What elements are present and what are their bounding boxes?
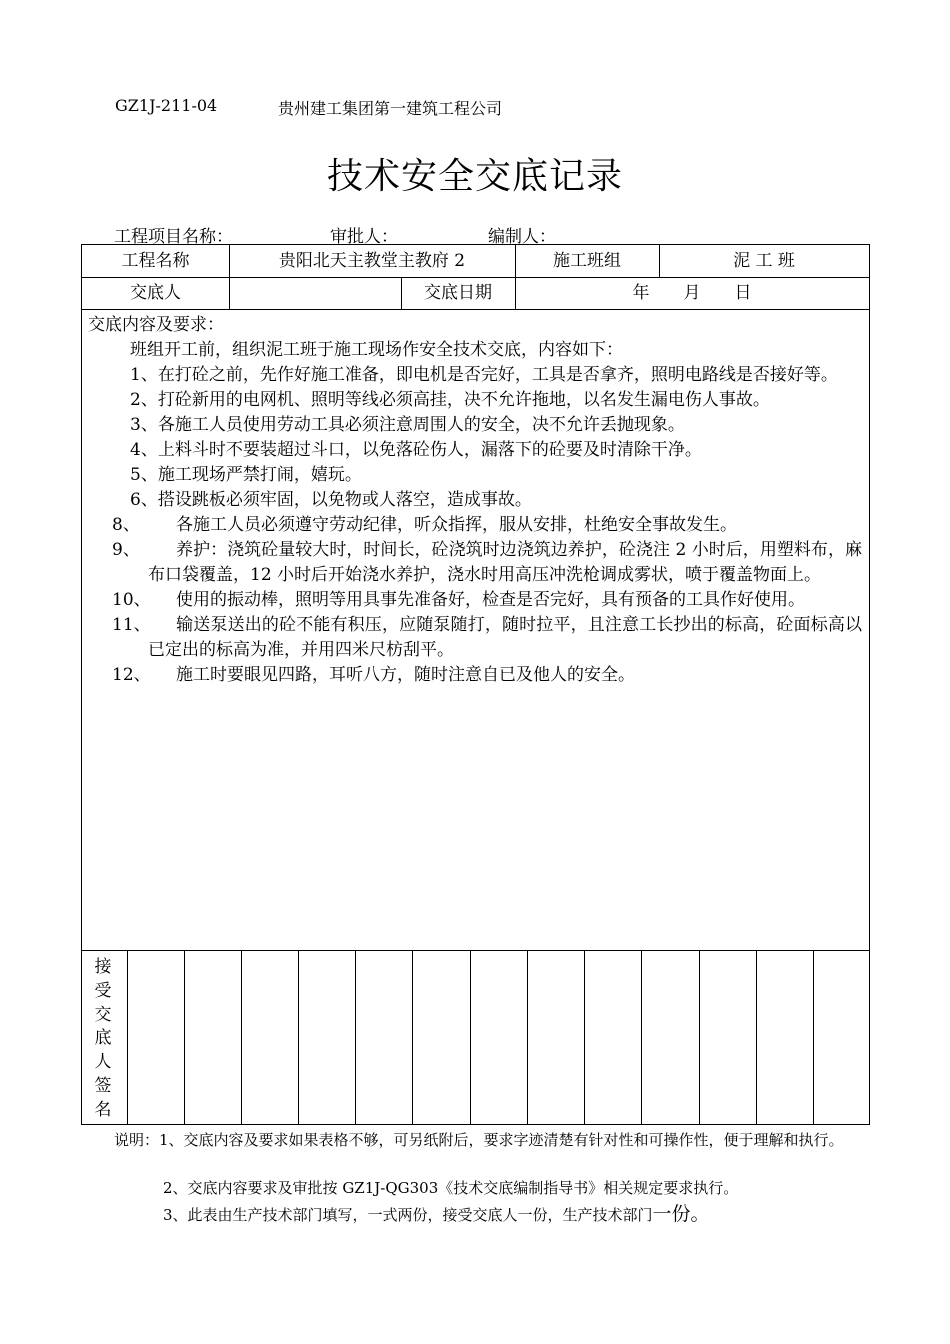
sig-divider: [184, 950, 185, 1125]
sig-divider: [584, 950, 585, 1125]
item-text: 养护：浇筑砼量较大时，时间长，砼浇筑时边浇筑边养护，砼浇注 2 小时后，用塑料布，麻布口袋覆盖，12 小时后开始浇水养护，浇水时用高压冲洗枪调成雾状，喷于覆盖物面上。: [148, 540, 862, 585]
content-item: [88, 613, 862, 663]
sig-divider: [813, 950, 814, 1125]
signature-label: [88, 956, 118, 1123]
item-text: 各施工人员必须遵守劳动纪律，听众指挥，服从安排，杜绝安全事故发生。: [176, 515, 737, 535]
page-title: 技术安全交底记录: [326, 156, 623, 197]
signature-label-char: 人: [94, 1052, 112, 1073]
signature-label-char: 底: [94, 1028, 112, 1049]
row-divider: [82, 950, 869, 951]
sig-divider: [756, 950, 757, 1125]
content-item: 5、施工现场严禁打闹，嬉玩。: [130, 465, 362, 485]
content-item: 2、打砼新用的电网机、照明等线必须高挂，决不允许拖地，以名发生漏电伤人事故。: [130, 390, 770, 410]
item-number: 8、: [112, 515, 140, 535]
sig-divider: [641, 950, 642, 1125]
content-item: [88, 588, 862, 613]
item-number: 12、: [112, 665, 151, 685]
signature-label-char: 签: [94, 1075, 112, 1096]
row-divider: [82, 309, 869, 310]
content-heading: 交底内容及要求：: [88, 315, 224, 335]
sig-divider: [241, 950, 242, 1125]
note-3-tail: 一份。: [652, 1203, 710, 1225]
signature-label-char: 名: [94, 1099, 112, 1120]
item-text: 使用的振动棒，照明等用具事先准备好，检查是否完好，具有预备的工具作好使用。: [176, 590, 805, 610]
content-item: 1、在打砼之前，先作好施工准备，即电机是否完好，工具是否拿齐，照明电路线是否接好等。: [130, 365, 838, 385]
content-item: [88, 513, 862, 538]
approver-label: 审批人：: [330, 227, 398, 247]
item-text: 输送泵送出的砼不能有积压，应随泵随打，随时拉平，且注意工长抄出的标高，砼面标高以已定出的标高为准，并用四米尺枋刮平。: [148, 615, 862, 660]
editor-label: 编制人：: [488, 227, 556, 247]
team-value[interactable]: 泥 工 班: [733, 251, 795, 271]
date-header: 交底日期: [424, 283, 492, 303]
note-1: 说明：1、交底内容及要求如果表格不够，可另纸附后，要求字迹清楚有针对性和可操作性，便于理解和执行。: [114, 1131, 844, 1149]
form-code: GZ1J-211-04: [115, 96, 218, 115]
project-name-header: 工程名称: [121, 251, 190, 271]
sig-divider: [298, 950, 299, 1125]
briefer-header: 交底人: [130, 283, 181, 303]
sig-divider: [470, 950, 471, 1125]
sig-divider: [355, 950, 356, 1125]
sig-divider: [412, 950, 413, 1125]
sig-divider: [127, 950, 128, 1125]
team-header: 施工班组: [553, 251, 621, 271]
date-value[interactable]: 年 月 日: [632, 283, 752, 303]
briefer-value[interactable]: [229, 277, 401, 309]
signature-label-char: 受: [94, 980, 112, 1001]
content-item: 3、各施工人员使用劳动工具必须注意周围人的安全，决不允许丢抛现象。: [130, 415, 685, 435]
project-name-label: 工程项目名称：: [114, 227, 233, 247]
briefing-content: [88, 313, 862, 688]
sig-divider: [527, 950, 528, 1125]
content-item: [88, 538, 862, 588]
item-number: 10、: [112, 590, 151, 610]
signature-label-char: 交: [94, 1004, 112, 1025]
content-item: 6、搭设跳板必须牢固，以免物或人落空，造成事故。: [130, 490, 532, 510]
signature-label-char: 接: [94, 957, 112, 977]
company-name: 贵州建工集团第一建筑工程公司: [278, 99, 503, 118]
content-item: 4、上料斗时不要装超过斗口，以免落砼伤人，漏落下的砼要及时清除干净。: [130, 440, 702, 460]
project-name-value[interactable]: 贵阳北天主教堂主教府 2: [278, 251, 466, 271]
sig-divider: [699, 950, 700, 1125]
note-3-text: 3、此表由生产技术部门填写，一式两份，接受交底人一份，生产技术部门: [163, 1206, 653, 1224]
content-item: [88, 663, 862, 688]
note-3: [163, 1202, 710, 1227]
note-2: 2、交底内容要求及审批按 GZ1J-QG303《技术交底编制指导书》相关规定要求执行。: [163, 1179, 739, 1197]
content-intro: 班组开工前，组织泥工班于施工现场作安全技术交底，内容如下：: [130, 340, 623, 360]
item-text: 施工时要眼见四路，耳听八方，随时注意自已及他人的安全。: [176, 665, 635, 685]
item-number: 9、: [112, 540, 140, 560]
item-number: 11、: [112, 615, 151, 635]
